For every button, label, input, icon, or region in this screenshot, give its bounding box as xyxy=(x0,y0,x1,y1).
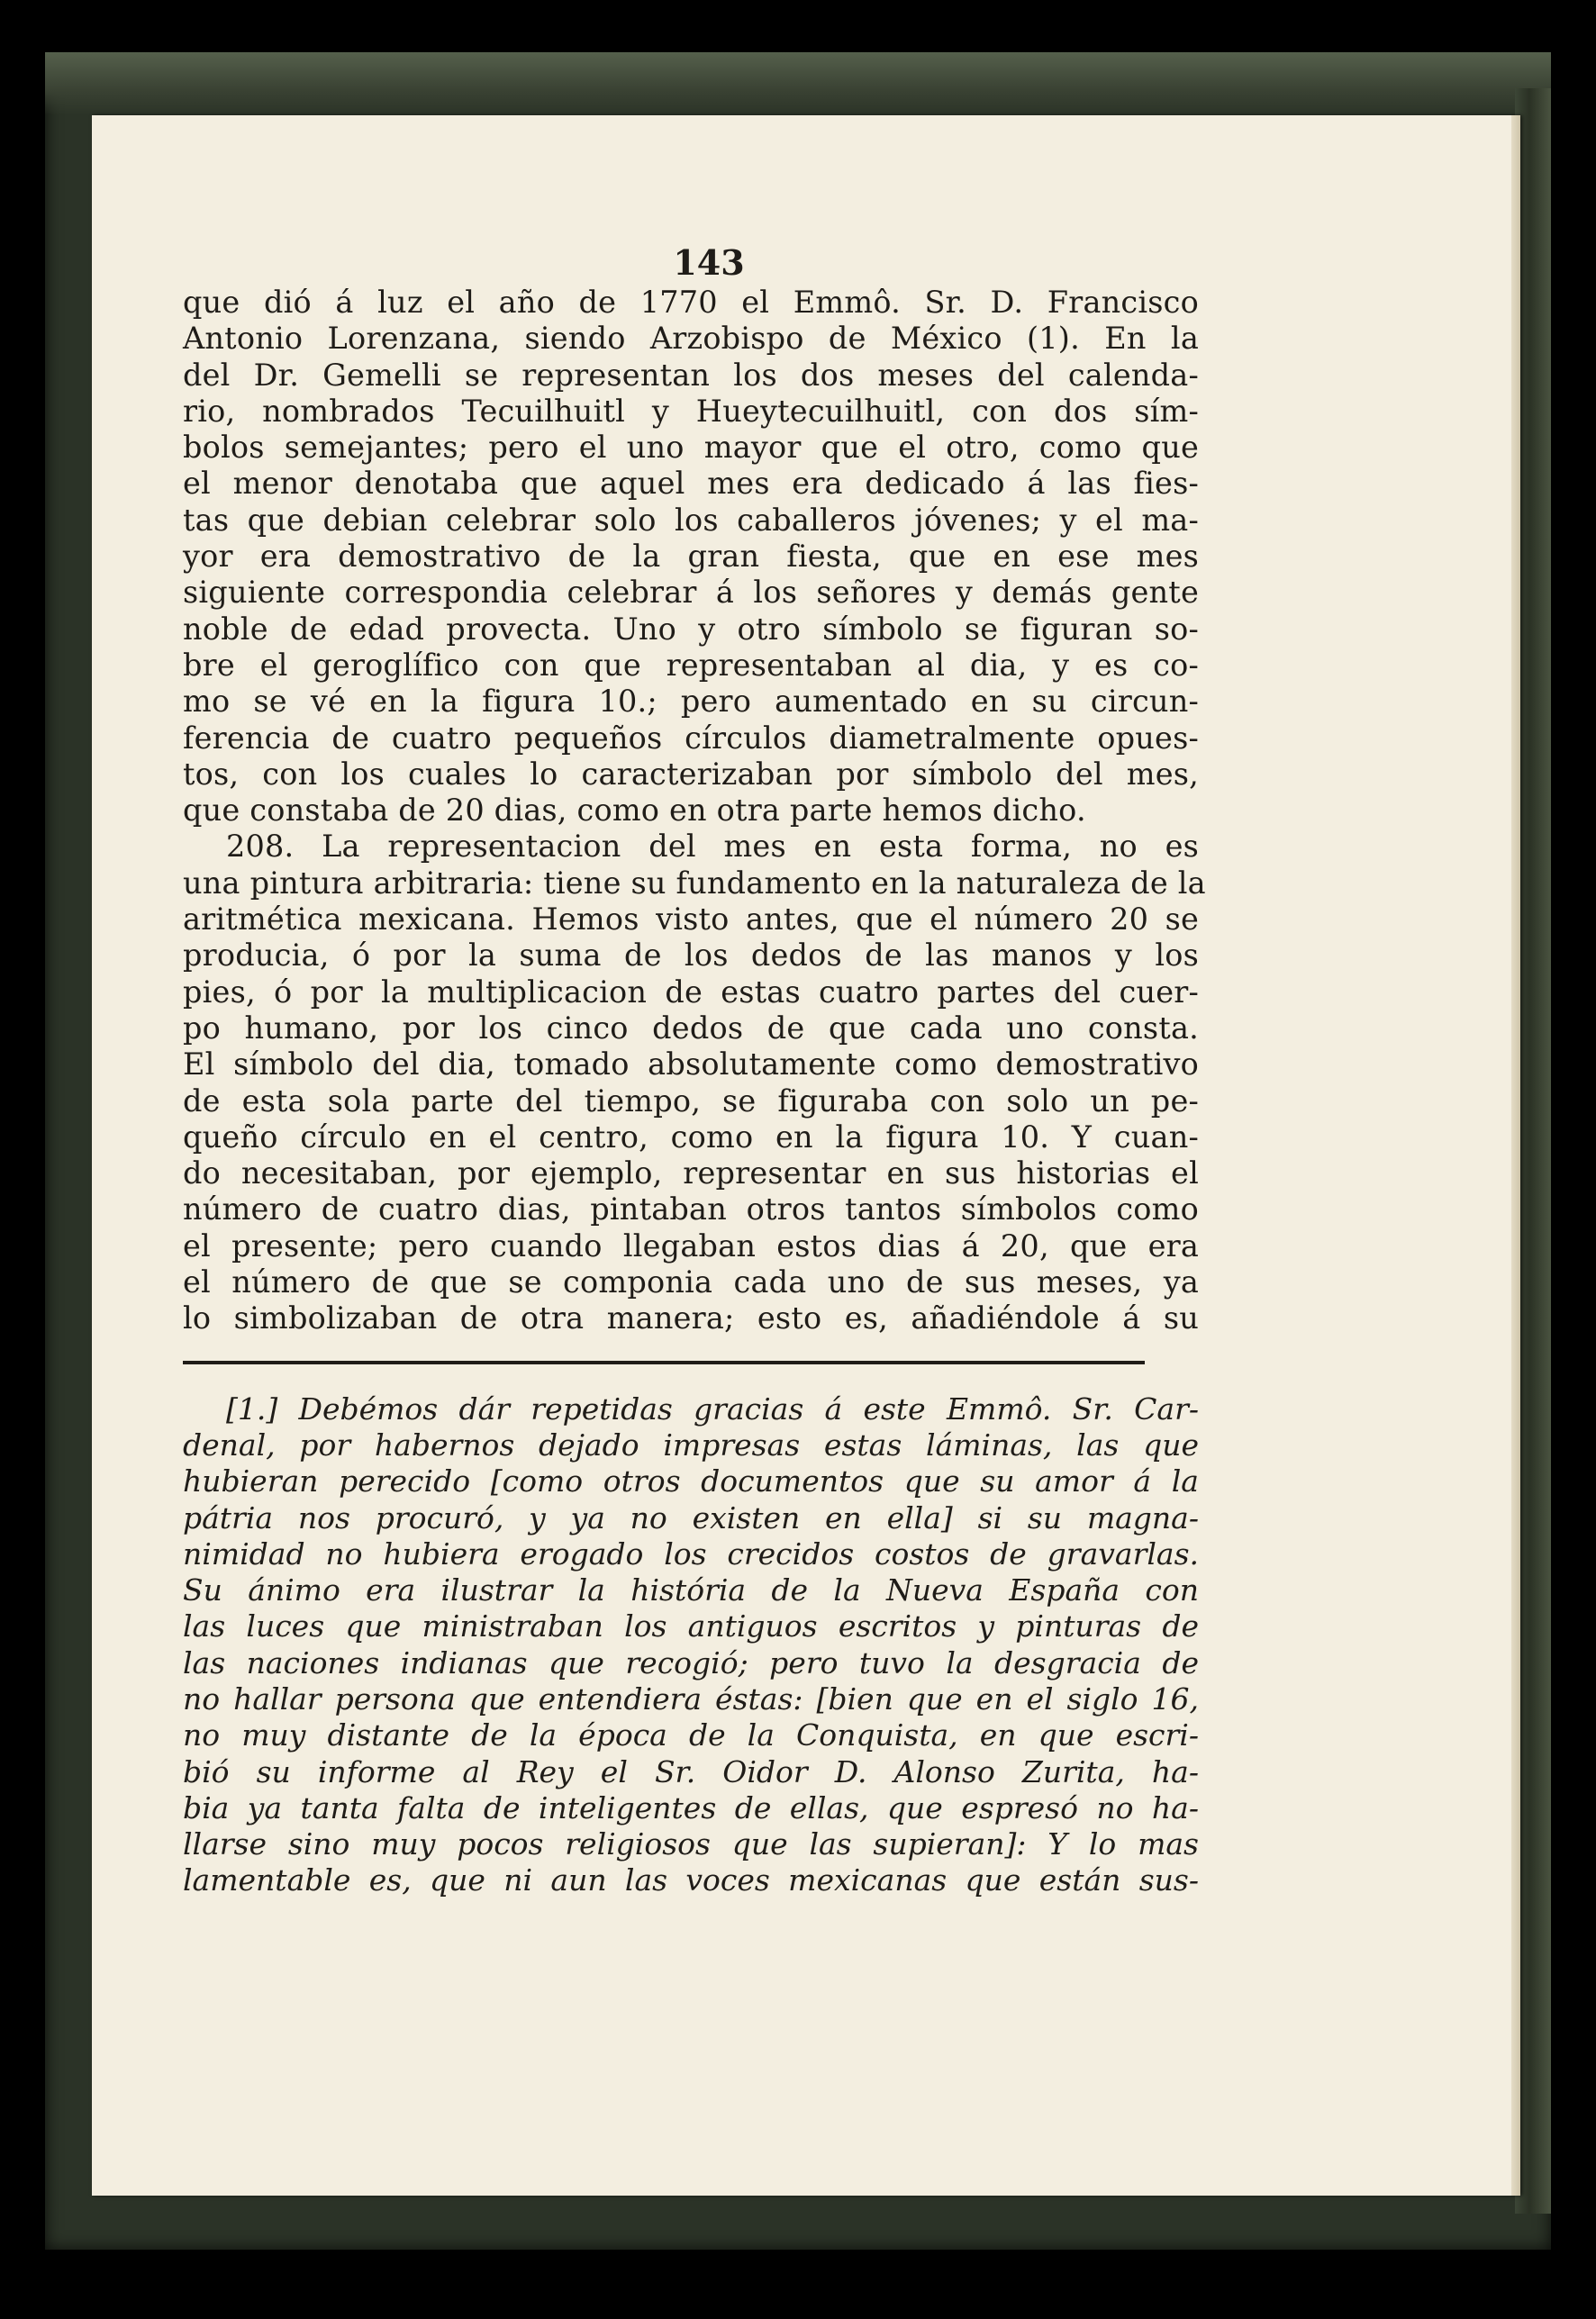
body-line: po humano, por los cinco dedos de que cada uno consta. xyxy=(183,1010,1199,1046)
footnote-line: denal, por habernos dejado impresas estas láminas, las que xyxy=(183,1427,1199,1463)
footnote-line: bió su informe al Rey el Sr. Oidor D. Alonso Zurita, ha- xyxy=(183,1753,1199,1789)
body-line: siguiente correspondia celebrar á los señores y demás gente xyxy=(183,575,1199,611)
footnote-line: [1.] Debémos dár repetidas gracias á este Emmô. Sr. Car- xyxy=(226,1390,1199,1427)
body-line: mo se vé en la figura 10.; pero aumentado en su circun- xyxy=(183,684,1199,720)
footnote-line: llarse sino muy pocos religiosos que las supieran]: Y lo mas xyxy=(183,1826,1199,1862)
body-line: producia, ó por la suma de los dedos de las manos y los xyxy=(183,938,1199,974)
body-line: noble de edad provecta. Uno y otro símbolo se figuran so- xyxy=(183,611,1199,647)
body-line: tos, con los cuales lo caracterizaban por símbolo del mes, xyxy=(183,756,1199,792)
footnote-line: las naciones indianas que recogió; pero tuvo la desgracia de xyxy=(183,1644,1199,1680)
footnote xyxy=(183,1391,1199,1899)
body-line: queño círculo en el centro, como en la figura 10. Y cuan- xyxy=(183,1119,1199,1155)
page-text xyxy=(183,242,1206,1899)
body-line: 208. La representacion del mes en esta forma, no es xyxy=(226,829,1199,865)
body-line: yor era demostrativo de la gran fiesta, que en ese mes xyxy=(183,539,1199,575)
body-line: el presente; pero cuando llegaban estos dias á 20, que era xyxy=(183,1227,1199,1264)
body-line: que dió á luz el año de 1770 el Emmô. Sr. D. Francisco xyxy=(183,285,1199,320)
body-line: Antonio Lorenzana, siendo Arzobispo de México (1). En la xyxy=(183,321,1199,357)
body-line: pies, ó por la multiplicacion de estas cuatro partes del cuer- xyxy=(183,974,1199,1010)
footnote-line: hubieran perecido [como otros documentos que su amor á la xyxy=(183,1463,1199,1499)
body-line: el menor denotaba que aquel mes era dedicado á las fies- xyxy=(183,466,1199,502)
page-number: 143 xyxy=(673,242,745,283)
footnote-line: no hallar persona que entendiera éstas: [bien que en el siglo 16, xyxy=(183,1680,1199,1717)
footnote-line: bia ya tanta falta de inteligentes de ellas, que espresó no ha- xyxy=(183,1789,1199,1825)
body-line: bolos semejantes; pero el uno mayor que el otro, como que xyxy=(183,430,1199,466)
body-line: del Dr. Gemelli se representan los dos meses del calenda- xyxy=(183,357,1199,393)
footnote-line: nimidad no hubiera erogado los crecidos costos de gravarlas. xyxy=(183,1535,1199,1572)
body-line: El símbolo del dia, tomado absolutamente como demostrativo xyxy=(183,1046,1199,1083)
body-line: número de cuatro dias, pintaban otros tantos símbolos como xyxy=(183,1191,1199,1227)
book-cover-edge xyxy=(1515,88,1551,2214)
body-line: que constaba de 20 dias, como en otra parte hemos dicho. xyxy=(183,793,1086,829)
body-line: el número de que se componia cada uno de sus meses, ya xyxy=(183,1264,1199,1300)
body-line: bre el geroglífico con que representaban al dia, y es co- xyxy=(183,647,1199,683)
body-line: ferencia de cuatro pequeños círculos diametralmente opues- xyxy=(183,720,1199,756)
footnote-line: no muy distante de la época de la Conquista, en que escri- xyxy=(183,1717,1199,1753)
body-text xyxy=(183,285,1206,1337)
top-edge-stain xyxy=(45,52,1551,115)
body-line: rio, nombrados Tecuilhuitl y Hueytecuilhuitl, con dos sím- xyxy=(183,393,1199,429)
body-line: una pintura arbitraria: tiene su fundamento en la naturaleza de la xyxy=(183,865,1206,901)
body-line: tas que debian celebrar solo los caballeros jóvenes; y el ma- xyxy=(183,502,1199,538)
body-line: aritmética mexicana. Hemos visto antes, que el número 20 se xyxy=(183,901,1199,938)
body-line: do necesitaban, por ejemplo, representar en sus historias el xyxy=(183,1155,1199,1191)
body-line: lo simbolizaban de otra manera; esto es, añadiéndole á su xyxy=(183,1300,1199,1336)
footnote-line: pátria nos procuró, y ya no existen en ella] si su magna- xyxy=(183,1499,1199,1535)
page-edge xyxy=(1511,115,1520,2196)
footnote-line: lamentable es, que ni aun las voces mexicanas que están sus- xyxy=(183,1862,1199,1898)
footnote-line: las luces que ministraban los antiguos escritos y pinturas de xyxy=(183,1608,1199,1644)
footnote-line: Su ánimo era ilustrar la história de la Nueva España con xyxy=(183,1572,1199,1608)
footnote-rule xyxy=(183,1361,1145,1364)
body-line: de esta sola parte del tiempo, se figuraba con solo un pe- xyxy=(183,1083,1199,1119)
